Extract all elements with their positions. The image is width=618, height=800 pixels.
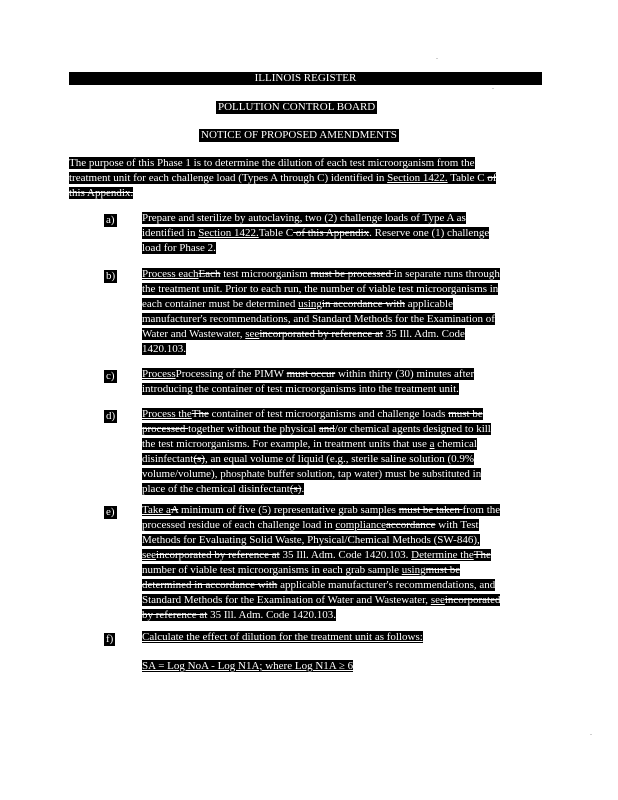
item-c-paragraph: ProcessProcessing of the PIMW must occur within thirty (30) minutes after introducing the container of test microorganisms into the treatment unit. (142, 368, 475, 395)
item-d-letter: d) (106, 410, 116, 422)
item-b-letter: b) (106, 270, 116, 282)
item-c-letter: c) (106, 370, 115, 382)
item-f-paragraph: Calculate the effect of dilution for the treatment unit as follows: (142, 631, 423, 643)
item-a-letter: a) (106, 214, 115, 226)
board-heading: POLLUTION CONTROL BOARD (218, 101, 376, 113)
register-title: ILLINOIS REGISTER (254, 72, 357, 84)
register-title-bar (69, 72, 542, 85)
item-e-paragraph: Take aA minimum of five (5) representative grab samples must be taken from the processed residue of each challenge load in complianceaccordance with Test Methods for Evaluating Solid Waste, Physical/Chemical Methods (SW-846), seeincorporated by reference at 35 Ill. Adm. Code 1420.103. Determine theThe number of viable test microorganisms in each grab sample usingmust be determined in accordance with applicable manufacturer's recommendations, and Standard Methods for the Examination of Water and Wastewater, seeincorporated by reference at 35 Ill. Adm. Code 1420.103. (142, 504, 501, 621)
item-f-formula: SA = Log NoA - Log N1A; where Log N1A ≥ 6 (142, 660, 354, 672)
item-b-paragraph: Process eachEach test microorganism must be processed in separate runs through the treatment unit. Prior to each run, the number of viable test microorganisms in each container must be determined usingin accordance with applicable manufacturer's recommendations, and Standard Methods for the Examination of Water and Wastewater, seeincorporated by reference at 35 Ill. Adm. Code 1420.103. (142, 268, 500, 355)
scan-speck (492, 88, 494, 89)
item-d-paragraph: Process theThe container of test microorganisms and challenge loads must be processed together without the physical and/or chemical agents designed to kill the test microorganisms. For example, in treatment units that use a chemical disinfectant(s), an equal volume of liquid (e.g., sterile saline solution (0.9% volume/volume), phosphate buffer solution, tap water) must be substituted in place of the chemical disinfectant(s). (142, 408, 491, 495)
scan-speck (436, 58, 438, 59)
item-a-paragraph: Prepare and sterilize by autoclaving, two (2) challenge loads of Type A as identified in Section 1422.Table C of this Appendix. Reserve one (1) challenge load for Phase 2. (142, 212, 490, 254)
scan-speck (590, 734, 592, 735)
notice-heading: NOTICE OF PROPOSED AMENDMENTS (201, 129, 397, 141)
item-e-letter: e) (106, 506, 115, 518)
intro-paragraph: The purpose of this Phase 1 is to determine the dilution of each test microorganism from the treatment unit for each challenge load (Types A through C) identified in Section 1422. Table C of this Appendix. (69, 157, 497, 199)
item-f-letter: f) (106, 633, 114, 645)
